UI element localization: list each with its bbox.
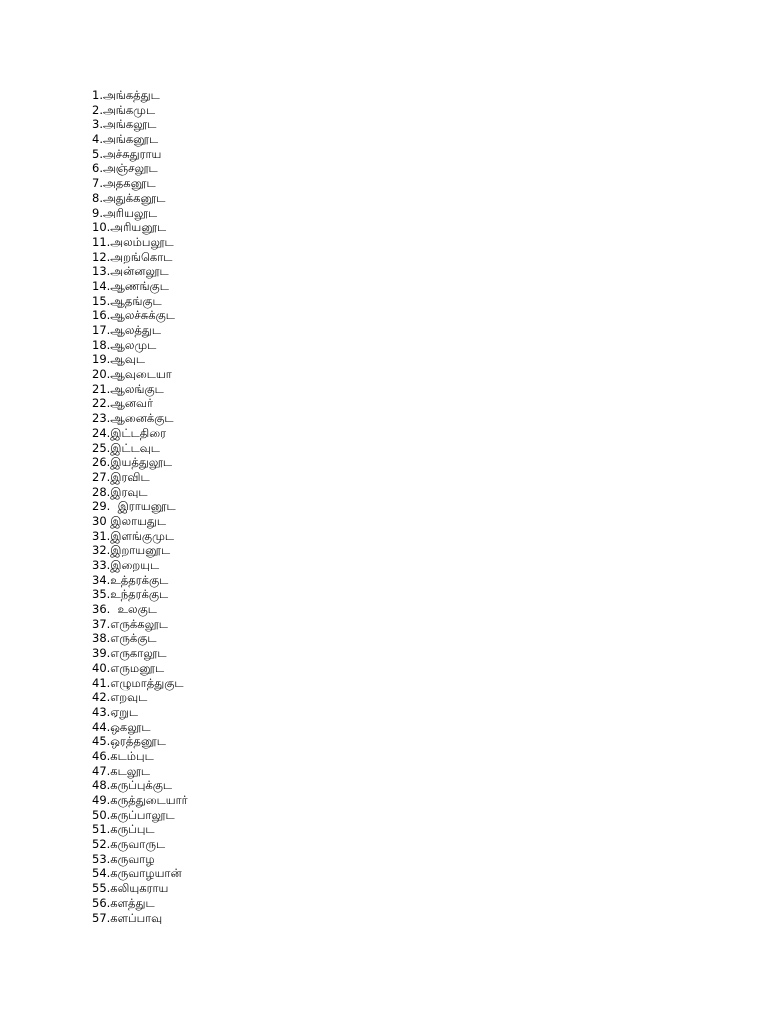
list-item: 41.எழுமாத்துகுட <box>92 675 184 690</box>
list-item: 19.ஆவுட <box>92 352 145 367</box>
list-item: 50.கருப்பாலூட <box>92 807 175 822</box>
list-item: 7.அதகனூட <box>92 176 156 191</box>
list-item: 24.இட்டதிரை <box>92 425 167 440</box>
list-item: 25.இட்டவுட <box>92 440 160 455</box>
list-item: 53.கருவாழ <box>92 851 155 866</box>
list-item: 37.எருக்கலூட <box>92 616 168 631</box>
list-item: 15.ஆதங்குட <box>92 293 162 308</box>
list-item: 52.கருவாருட <box>92 837 166 852</box>
list-item: 55.கலியுகராய <box>92 881 169 896</box>
list-item: 36. உலகுட <box>92 602 157 617</box>
list-item: 9.அரியலூட <box>92 205 158 220</box>
list-item: 18.ஆலமுட <box>92 337 157 352</box>
list-item: 10.அரியனூட <box>92 220 167 235</box>
list-item: 38.எருக்குட <box>92 631 157 646</box>
list-item: 3.அங்கலூட <box>92 117 157 132</box>
list-item: 21.ஆலங்குட <box>92 381 164 396</box>
list-item: 49.கருத்துடையார் <box>92 793 188 807</box>
list-item: 1.அங்கத்துட <box>92 88 160 102</box>
list-item: 43.ஏறுட <box>92 704 139 719</box>
list-item: 4.அங்கனூட <box>92 132 159 147</box>
list-item: 29. இராயனூட <box>92 499 176 514</box>
list-item: 31.இளங்குமுட <box>92 528 174 543</box>
list-item: 34.உத்தரக்குட <box>92 572 169 587</box>
list-item: 57.களப்பாவு <box>92 910 163 925</box>
list-item: 8.அதுக்கனூட <box>92 190 166 205</box>
list-item: 28.இரவுட <box>92 484 148 499</box>
list-item: 47.கடலூட <box>92 763 151 778</box>
list-item: 13.அன்னலூட <box>92 264 169 279</box>
list-item: 48.கருப்புக்குட <box>92 778 173 793</box>
list-item: 44.ஒகலூட <box>92 719 151 734</box>
list-item: 23.ஆனைக்குட <box>92 411 174 426</box>
list-item: 17.ஆலத்துட <box>92 323 161 337</box>
list-item: 33.இறையுட <box>92 558 160 572</box>
list-item: 42.எறவுட <box>92 690 148 705</box>
list-item: 26.இயத்துலூட <box>92 455 173 470</box>
list-item: 5.அச்சுதுராய <box>92 146 162 161</box>
list-item: 2.அங்கமுட <box>92 102 156 117</box>
list-item: 20.ஆவுடையா <box>92 367 172 382</box>
list-item: 12.அறங்கொட <box>92 249 173 264</box>
list-item: 6.அஞ்சலூட <box>92 161 158 176</box>
entry-list <box>92 88 188 925</box>
list-item: 56.களத்துட <box>92 895 155 910</box>
list-item: 11.அலம்பலூட <box>92 234 174 249</box>
list-item: 35.உந்தரக்குட <box>92 587 169 602</box>
list-item: 54.கருவாழயான் <box>92 866 182 881</box>
list-item: 51.கருப்புட <box>92 822 155 837</box>
list-item: 40.எருமனூட <box>92 660 165 675</box>
list-item: 30 இலாயதுட <box>92 513 167 528</box>
list-item: 14.ஆணங்குட <box>92 278 169 293</box>
list-item: 27.இரவிட <box>92 469 150 484</box>
list-item: 22.ஆனவர் <box>92 396 153 411</box>
list-item: 39.எருகாலூட <box>92 646 167 661</box>
list-item: 45.ஒரத்தனூட <box>92 734 166 749</box>
list-item: 32.இறாயனூட <box>92 543 171 558</box>
list-item: 46.கடம்புட <box>92 748 154 763</box>
list-item: 16.ஆலச்சுக்குட <box>92 308 175 323</box>
